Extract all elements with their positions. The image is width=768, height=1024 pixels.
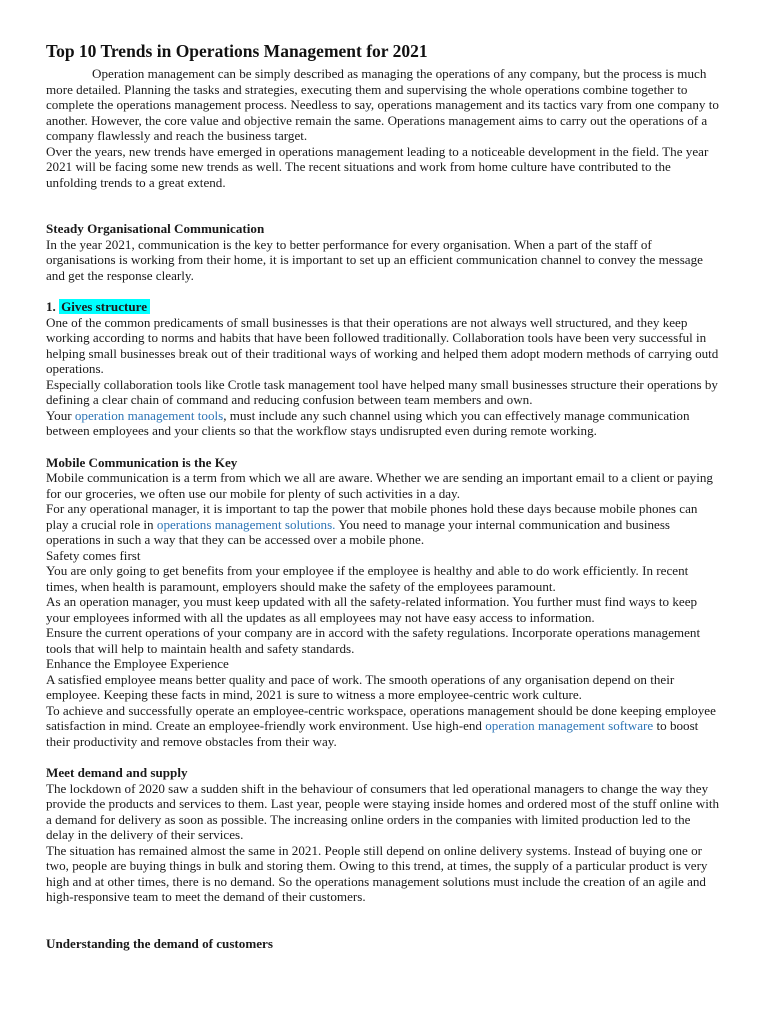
text-run: , must include any such channel using which you can effectively manage communication between employees and your clients so that the workflow stays undisrupted even during remote working.: [46, 407, 690, 438]
document-title: Top 10 Trends in Operations Management for 2021: [46, 41, 428, 61]
mobile-paragraph-2: [46, 501, 722, 548]
spacer: [46, 749, 722, 765]
text-run: Your: [46, 407, 75, 423]
text-run: To achieve and successfully operate an employee-centric workspace, operations management should be done keeping employee satisfaction in mind. Create an employee-friendly work environment. Use high-end: [46, 702, 716, 733]
section-heading-communication: Steady Organisational Communication: [46, 221, 265, 236]
structure-paragraph-2: Especially collaboration tools like Crotle task management tool have helped many small businesses structure their operations by defining a clear chain of command and reducing confusion between team members and own.: [46, 376, 718, 407]
demand-paragraph-2: The situation has remained almost the same in 2021. People still depend on online delivery systems. Instead of buying one or two, people are buying things in bulk and storing them. Owing to this trend, at times, the supply of a particular product is very high and at other times, there is no demand. So the operations management solutions must include the creation of an agile and high-responsive team to meet the demand of their customers.: [46, 842, 708, 904]
section-heading-gives-structure: [46, 299, 722, 315]
section-heading-demand-supply: Meet demand and supply: [46, 765, 188, 780]
subheading-safety: Safety comes first: [46, 547, 141, 563]
communication-paragraph-1: In the year 2021, communication is the key to better performance for every organisation. When a part of the staff of organisations is working from their home, it is important to set up an efficient communication channel to convey the message and get the response clearly.: [46, 236, 703, 283]
section-heading-understanding-demand: Understanding the demand of customers: [46, 935, 273, 951]
subheading-employee-experience: Enhance the Employee Experience: [46, 656, 229, 671]
text-run: to boost their productivity and remove obstacles from their way.: [46, 718, 699, 749]
safety-paragraph-3: Ensure the current operations of your company are in accord with the safety regulations. Incorporate operations management tools that will help to maintain health and safety standards.: [46, 625, 701, 656]
operation-management-software-link[interactable]: operation management software: [485, 718, 654, 733]
text-run: You need to manage your internal communication and business operations in such a way that they can be accessed over a mobile phone.: [46, 516, 671, 547]
spacer: [46, 439, 722, 455]
text-run: For any operational manager, it is important to tap the power that mobile phones hold these days because mobile phones can play a crucial role in: [46, 501, 698, 532]
mobile-paragraph-1: Mobile communication is a term from which we all are aware. Whether we are sending an important email to a client or paying for our groceries, we often use our mobile for plenty of such activities in a day.: [46, 470, 713, 501]
structure-paragraph-1: One of the common predicaments of small businesses is that their operations are not always well structured, and they keep working according to norms and habits that have been followed traditionally. Collaboration tools have been very successful in helping small businesses break out of their traditional ways of working and helped them adopt modern methods of carrying outd operations.: [46, 314, 719, 376]
operations-management-solutions-link[interactable]: operations management solutions.: [156, 516, 336, 532]
section-heading-mobile: Mobile Communication is the Key: [46, 454, 238, 470]
intro-paragraph-1: Operation management can be simply described as managing the operations of any company, but the process is much more detailed. Planning the tasks and strategies, executing them and supervising the whole operations combine together to complete the operations management process. Needless to say, operations management and its tactics vary from one company to another. However, the core value and objective remain the same. Operations management aims to carry out the operations of a company flawlessly and reach the business target.: [46, 66, 719, 143]
spacer: [46, 283, 722, 299]
experience-paragraph-1: A satisfied employee means better quality and pace of work. The smooth operations of any organisation depend on their employee. Keeping these facts in mind, 2021 is sure to witness a more employee-centric work culture.: [46, 671, 675, 702]
spacer: [46, 905, 722, 936]
document-page: [46, 40, 722, 951]
demand-paragraph-1: The lockdown of 2020 saw a sudden shift in the behaviour of consumers that led operational managers to change the way they provide the products and services to them. Last year, people were staying inside homes and ordered most of the stuff online with a demand for delivery as soon as possible. The increasing online orders in the companies with limited production led to the delay in the delivery of their services.: [46, 780, 720, 842]
highlighted-heading: Gives structure: [59, 299, 150, 314]
safety-paragraph-1: You are only going to get benefits from your employee if the employee is healthy and able to do work efficiently. In recent times, when health is paramount, employers should make the safety of the employees paramount.: [46, 563, 689, 594]
spacer: [46, 190, 722, 221]
intro-paragraph-2: Over the years, new trends have emerged in operations management leading to a noticeable development in the field. The year 2021 will be facing some new trends as well. The recent situations and work from home culture have contributed to the unfolding trends to a great extend.: [46, 143, 709, 190]
structure-paragraph-3: [46, 408, 722, 439]
safety-paragraph-2: As an operation manager, you must keep updated with all the safety-related information. You further must find ways to keep your employees informed with all the updates as all employees may not have easy access to information.: [46, 594, 698, 625]
section-number: 1.: [46, 299, 56, 314]
operation-management-tools-link[interactable]: operation management tools: [74, 407, 224, 423]
experience-paragraph-2: [46, 703, 722, 750]
